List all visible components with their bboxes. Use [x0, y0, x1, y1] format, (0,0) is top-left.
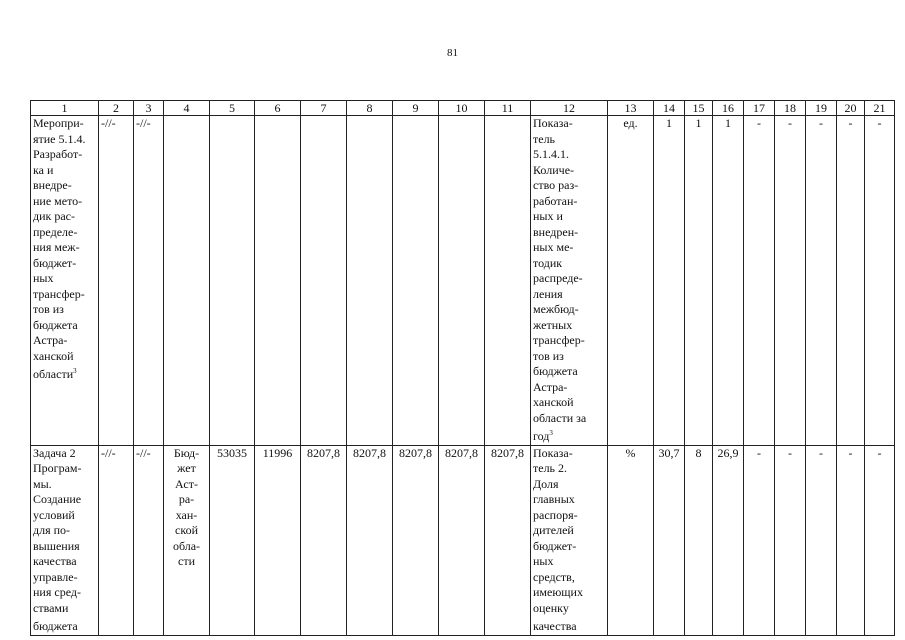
page-number: 81: [447, 47, 458, 59]
amount-cell: 53035: [210, 445, 255, 635]
column-header: 4: [164, 101, 210, 116]
cell: -: [775, 116, 806, 446]
value-cell: -: [865, 445, 895, 635]
column-header: 18: [775, 101, 806, 116]
column-header: 16: [713, 101, 744, 116]
value-cell: -: [775, 445, 806, 635]
cell: -//-: [99, 116, 134, 446]
table-row: [31, 445, 895, 635]
task-name-cell: [31, 445, 99, 635]
column-header: 2: [99, 101, 134, 116]
cell: [485, 116, 531, 446]
cell: [255, 116, 301, 446]
amount-cell: 8207,8: [301, 445, 347, 635]
footnote-mark: 3: [549, 429, 553, 437]
column-header: 20: [837, 101, 865, 116]
cell: 1: [713, 116, 744, 446]
multiline-text: Показа- тель 2. Доля главных распоря- дителей бюджет- ных средств, имеющих оценку качества: [533, 445, 583, 633]
column-header: 7: [301, 101, 347, 116]
cell: -: [806, 116, 837, 446]
column-header: 9: [393, 101, 439, 116]
multiline-text: Задача 2 Програм- мы. Создание условий для по- вышения качества управле- ния сред- ствами бюджета: [33, 445, 82, 633]
cell: [164, 116, 210, 446]
column-header: 17: [744, 101, 775, 116]
amount-cell: 8207,8: [393, 445, 439, 635]
value-cell: -: [806, 445, 837, 635]
cell: 1: [685, 116, 713, 446]
value-cell: 30,7: [654, 445, 685, 635]
amount-cell: 8207,8: [439, 445, 485, 635]
multiline-text: Меропри- ятие 5.1.4. Разработ- ка и внедре- ние мето- дик рас- пределе- ния меж- бюджет- ных трансфер- тов из бюджета Астра- ханской области: [33, 116, 86, 381]
column-header: 5: [210, 101, 255, 116]
column-header: 13: [608, 101, 654, 116]
column-header: 11: [485, 101, 531, 116]
cell: -//-: [134, 116, 164, 446]
column-header: 8: [347, 101, 393, 116]
unit-cell: %: [608, 445, 654, 635]
table-header-row: [31, 101, 895, 116]
column-header: 1: [31, 101, 99, 116]
cell: [301, 116, 347, 446]
cell: [347, 116, 393, 446]
cell: -: [744, 116, 775, 446]
cell: -//-: [134, 445, 164, 635]
cell: [393, 116, 439, 446]
column-header: 3: [134, 101, 164, 116]
column-header: 21: [865, 101, 895, 116]
column-header: 15: [685, 101, 713, 116]
cell: -: [865, 116, 895, 446]
multiline-text: Показа- тель 5.1.4.1. Количе- ство раз- работан- ных и внедрен- ных ме- тодик распреде- ления межбюд- жетных трансфер- тов из бюджета Астра- ханской области за год: [533, 116, 587, 443]
indicator-name-cell: [531, 445, 608, 635]
data-table: [30, 100, 895, 636]
cell: [439, 116, 485, 446]
value-cell: -: [744, 445, 775, 635]
cell: [210, 116, 255, 446]
cell: -: [837, 116, 865, 446]
unit-cell: ед.: [608, 116, 654, 446]
column-header: 14: [654, 101, 685, 116]
amount-cell: 11996: [255, 445, 301, 635]
activity-name-cell: [31, 116, 99, 446]
cell: 1: [654, 116, 685, 446]
column-header: 12: [531, 101, 608, 116]
funding-source-cell: [164, 445, 210, 635]
table-row: [31, 116, 895, 446]
value-cell: -: [837, 445, 865, 635]
amount-cell: 8207,8: [347, 445, 393, 635]
cell: -//-: [99, 445, 134, 635]
column-header: 10: [439, 101, 485, 116]
amount-cell: 8207,8: [485, 445, 531, 635]
multiline-text: Бюд- жет Аст- ра- хан- ской обла- сти: [172, 445, 201, 568]
column-header: 6: [255, 101, 301, 116]
value-cell: 26,9: [713, 445, 744, 635]
value-cell: 8: [685, 445, 713, 635]
footnote-mark: 3: [73, 367, 77, 375]
column-header: 19: [806, 101, 837, 116]
indicator-name-cell: [531, 116, 608, 446]
